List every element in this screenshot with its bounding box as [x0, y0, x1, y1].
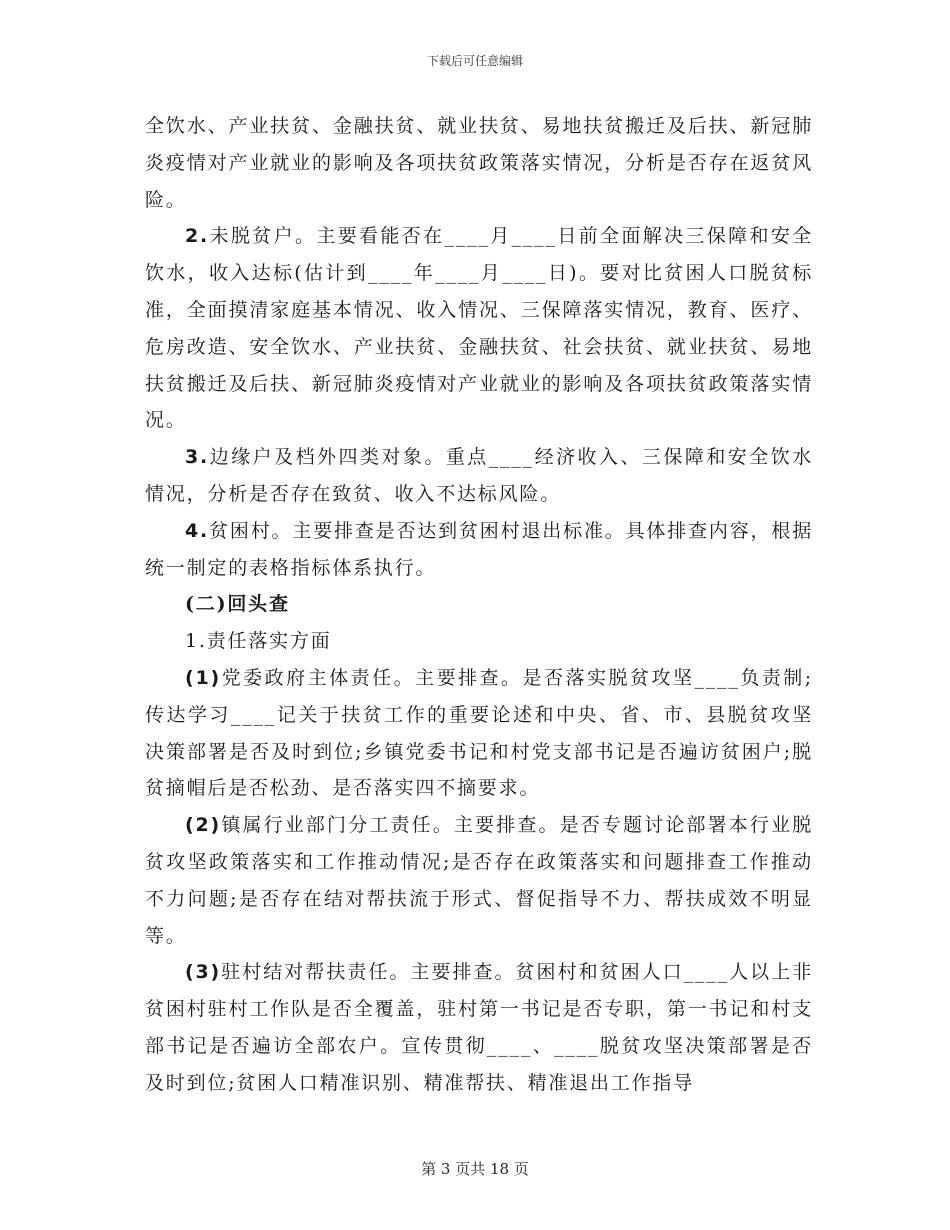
paragraph-text: 边缘户及档外四类对象。重点____经济收入、三保障和安全饮水情况，分析是否存在致贫、收入不达标风险。	[145, 446, 813, 505]
item-number: 3.	[185, 446, 210, 469]
item-number: (1)	[185, 666, 221, 689]
section-heading-text: (二)回头查	[185, 593, 290, 616]
paragraph-text: 全饮水、产业扶贫、金融扶贫、就业扶贫、易地扶贫搬迁及后扶、新冠肺炎疫情对产业就业的影响及各项扶贫政策落实情况，分析是否存在返贫风险。	[145, 115, 813, 211]
paragraph-item-1	[145, 623, 813, 660]
paragraph-text: 党委政府主体责任。主要排查。是否落实脱贫攻坚____负责制;传达学习____记关于扶贫工作的重要论述和中央、省、市、县脱贫攻坚决策部署是否及时到位;乡镇党委书记和村党支部书记是否遍访贫困户;脱贫摘帽后是否松劲、是否落实四不摘要求。	[145, 666, 813, 800]
item-number: 1.	[185, 630, 207, 653]
paragraph-subitem-2	[145, 807, 813, 954]
item-number: 4.	[185, 519, 210, 542]
paragraph-item-4	[145, 513, 813, 587]
item-number: 2.	[185, 225, 210, 248]
item-number: (3)	[185, 961, 221, 984]
item-number: (2)	[185, 814, 221, 837]
paragraph-text: 未脱贫户。主要看能否在____月____日前全面解决三保障和安全饮水，收入达标(估计到____年____月____日)。要对比贫困人口脱贫标准，全面摸清家庭基本情况、收入情况、三保障落实情况，教育、医疗、危房改造、安全饮水、产业扶贫、金融扶贫、社会扶贫、就业扶贫、易地扶贫搬迁及后扶、新冠肺炎疫情对产业就业的影响及各项扶贫政策落实情况。	[145, 225, 813, 432]
paragraph-continuation	[145, 108, 813, 218]
page-footer: 第 3 页共 18 页	[421, 1160, 529, 1178]
paragraph-text: 责任落实方面	[206, 630, 332, 653]
paragraph-item-3	[145, 439, 813, 513]
paragraph-text: 镇属行业部门分工责任。主要排查。是否专题讨论部署本行业脱贫攻坚政策落实和工作推动情况;是否存在政策落实和问题排查工作推动不力问题;是否存在结对帮扶流于形式、督促指导不力、帮扶成效不明显等。	[145, 814, 813, 947]
paragraph-item-2	[145, 218, 813, 439]
page-header: 下载后可任意编辑	[426, 54, 523, 68]
paragraph-subitem-1	[145, 660, 813, 807]
paragraph-text: 贫困村。主要排查是否达到贫困村退出标准。具体排查内容，根据统一制定的表格指标体系执行。	[145, 519, 813, 579]
section-heading	[145, 586, 813, 623]
paragraph-subitem-3	[145, 954, 813, 1101]
paragraph-text: 驻村结对帮扶责任。主要排查。贫困村和贫困人口____人以上非贫困村驻村工作队是否全覆盖，驻村第一书记是否专职，第一书记和村支部书记是否遍访全部农户。宣传贯彻____、____脱贫攻坚决策部署是否及时到位;贫困人口精准识别、精准帮扶、精准退出工作指导	[145, 961, 813, 1094]
document-body	[145, 108, 813, 1102]
